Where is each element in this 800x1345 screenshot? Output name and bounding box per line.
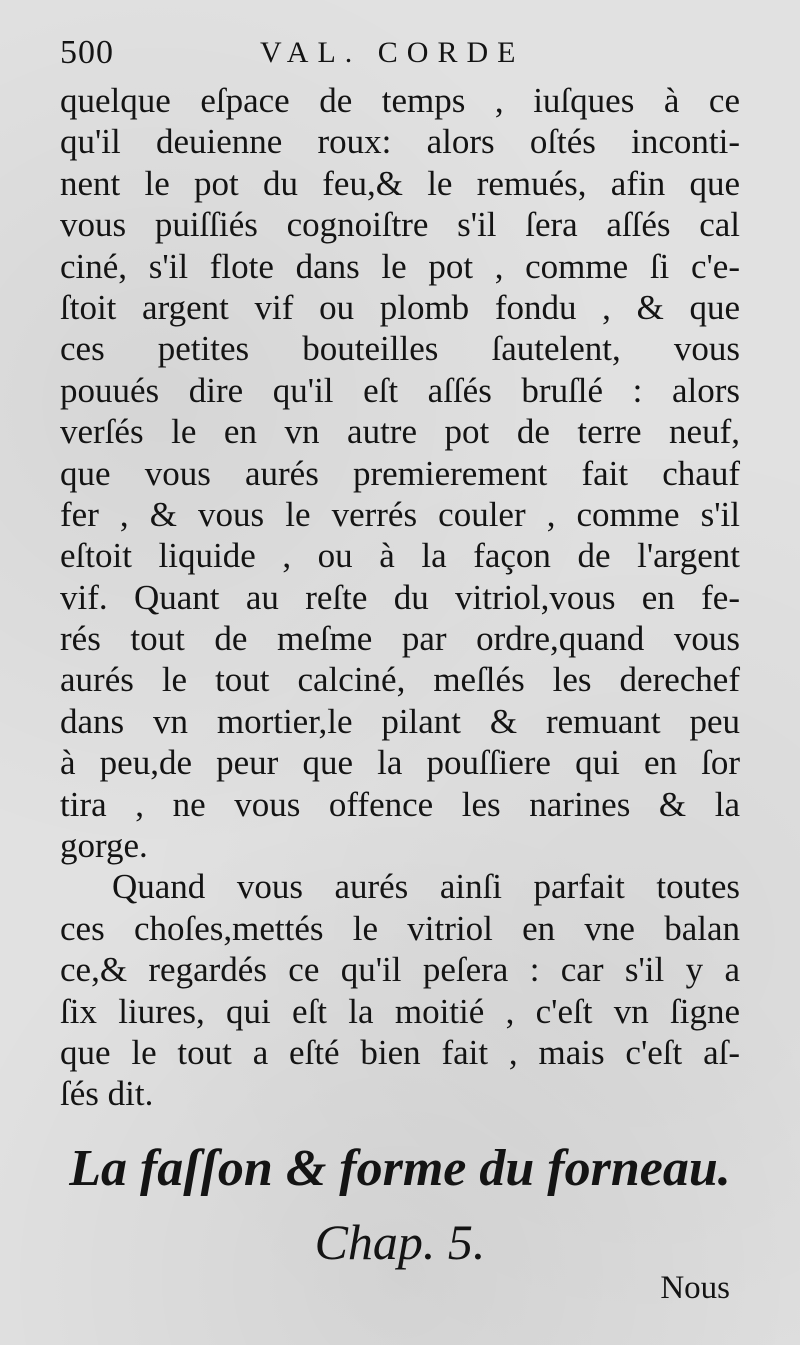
text-line: Quand vous aurés ainſi parfait toutes: [112, 867, 740, 907]
text-line: à peu,de peur que la pouſſiere qui en ſor: [60, 743, 740, 783]
text-line: quelque eſpace de temps , iuſques à ce: [60, 81, 740, 120]
body-text: [60, 80, 740, 1115]
text-line: que vous aurés premierement fait chauf: [60, 453, 740, 493]
text-line: eſtoit liquide , ou à la façon de l'argent: [60, 536, 740, 576]
chapter-title: La faſſon & forme du forneau.: [69, 1140, 731, 1197]
running-title: VAL. CORDE: [260, 36, 525, 69]
catchword: Nous: [660, 1270, 730, 1306]
chapter-number: Chap. 5.: [314, 1214, 486, 1270]
text-line: vif. Quant au reſte du vitriol,vous en fe-: [60, 577, 740, 617]
page-number: 500: [60, 34, 114, 71]
text-line: vous puiſſiés cognoiſtre s'il ſera aſſés cal: [60, 205, 740, 245]
running-head: [60, 32, 760, 72]
text-line: fer , & vous le verrés couler , comme s'il: [60, 494, 740, 534]
text-line: qu'il deuienne roux: alors oſtés inconti-: [60, 122, 740, 162]
text-line: ce,& regardés ce qu'il peſera : car s'il y a: [60, 950, 740, 990]
text-line: ſtoit argent vif ou plomb fondu , & que: [60, 287, 740, 327]
text-line: rés tout de meſme par ordre,quand vous: [60, 619, 740, 659]
text-line: dans vn mortier,le pilant & remuant peu: [60, 701, 740, 741]
text-line: pouués dire qu'il eſt aſſés bruſlé : alors: [60, 370, 740, 410]
text-line: gorge.: [60, 826, 148, 866]
text-line: que le tout a eſté bien fait , mais c'eſt aſ-: [60, 1032, 740, 1072]
text-line: ces choſes,mettés le vitriol en vne balan: [60, 908, 740, 948]
text-line: ſix liures, qui eſt la moitié , c'eſt vn ſigne: [60, 991, 740, 1031]
text-line: aurés le tout calciné, meſlés les derechef: [60, 660, 740, 700]
text-line: nent le pot du feu,& le remués, afin que: [60, 163, 740, 203]
text-line: ces petites bouteilles ſautelent, vous: [60, 329, 740, 369]
text-line: tira , ne vous offence les narines & la: [60, 784, 740, 824]
text-line: verſés le en vn autre pot de terre neuf,: [60, 412, 740, 452]
text-line: ciné, s'il flote dans le pot , comme ſi c'e-: [60, 246, 740, 286]
text-line: ſés dit.: [60, 1074, 154, 1114]
